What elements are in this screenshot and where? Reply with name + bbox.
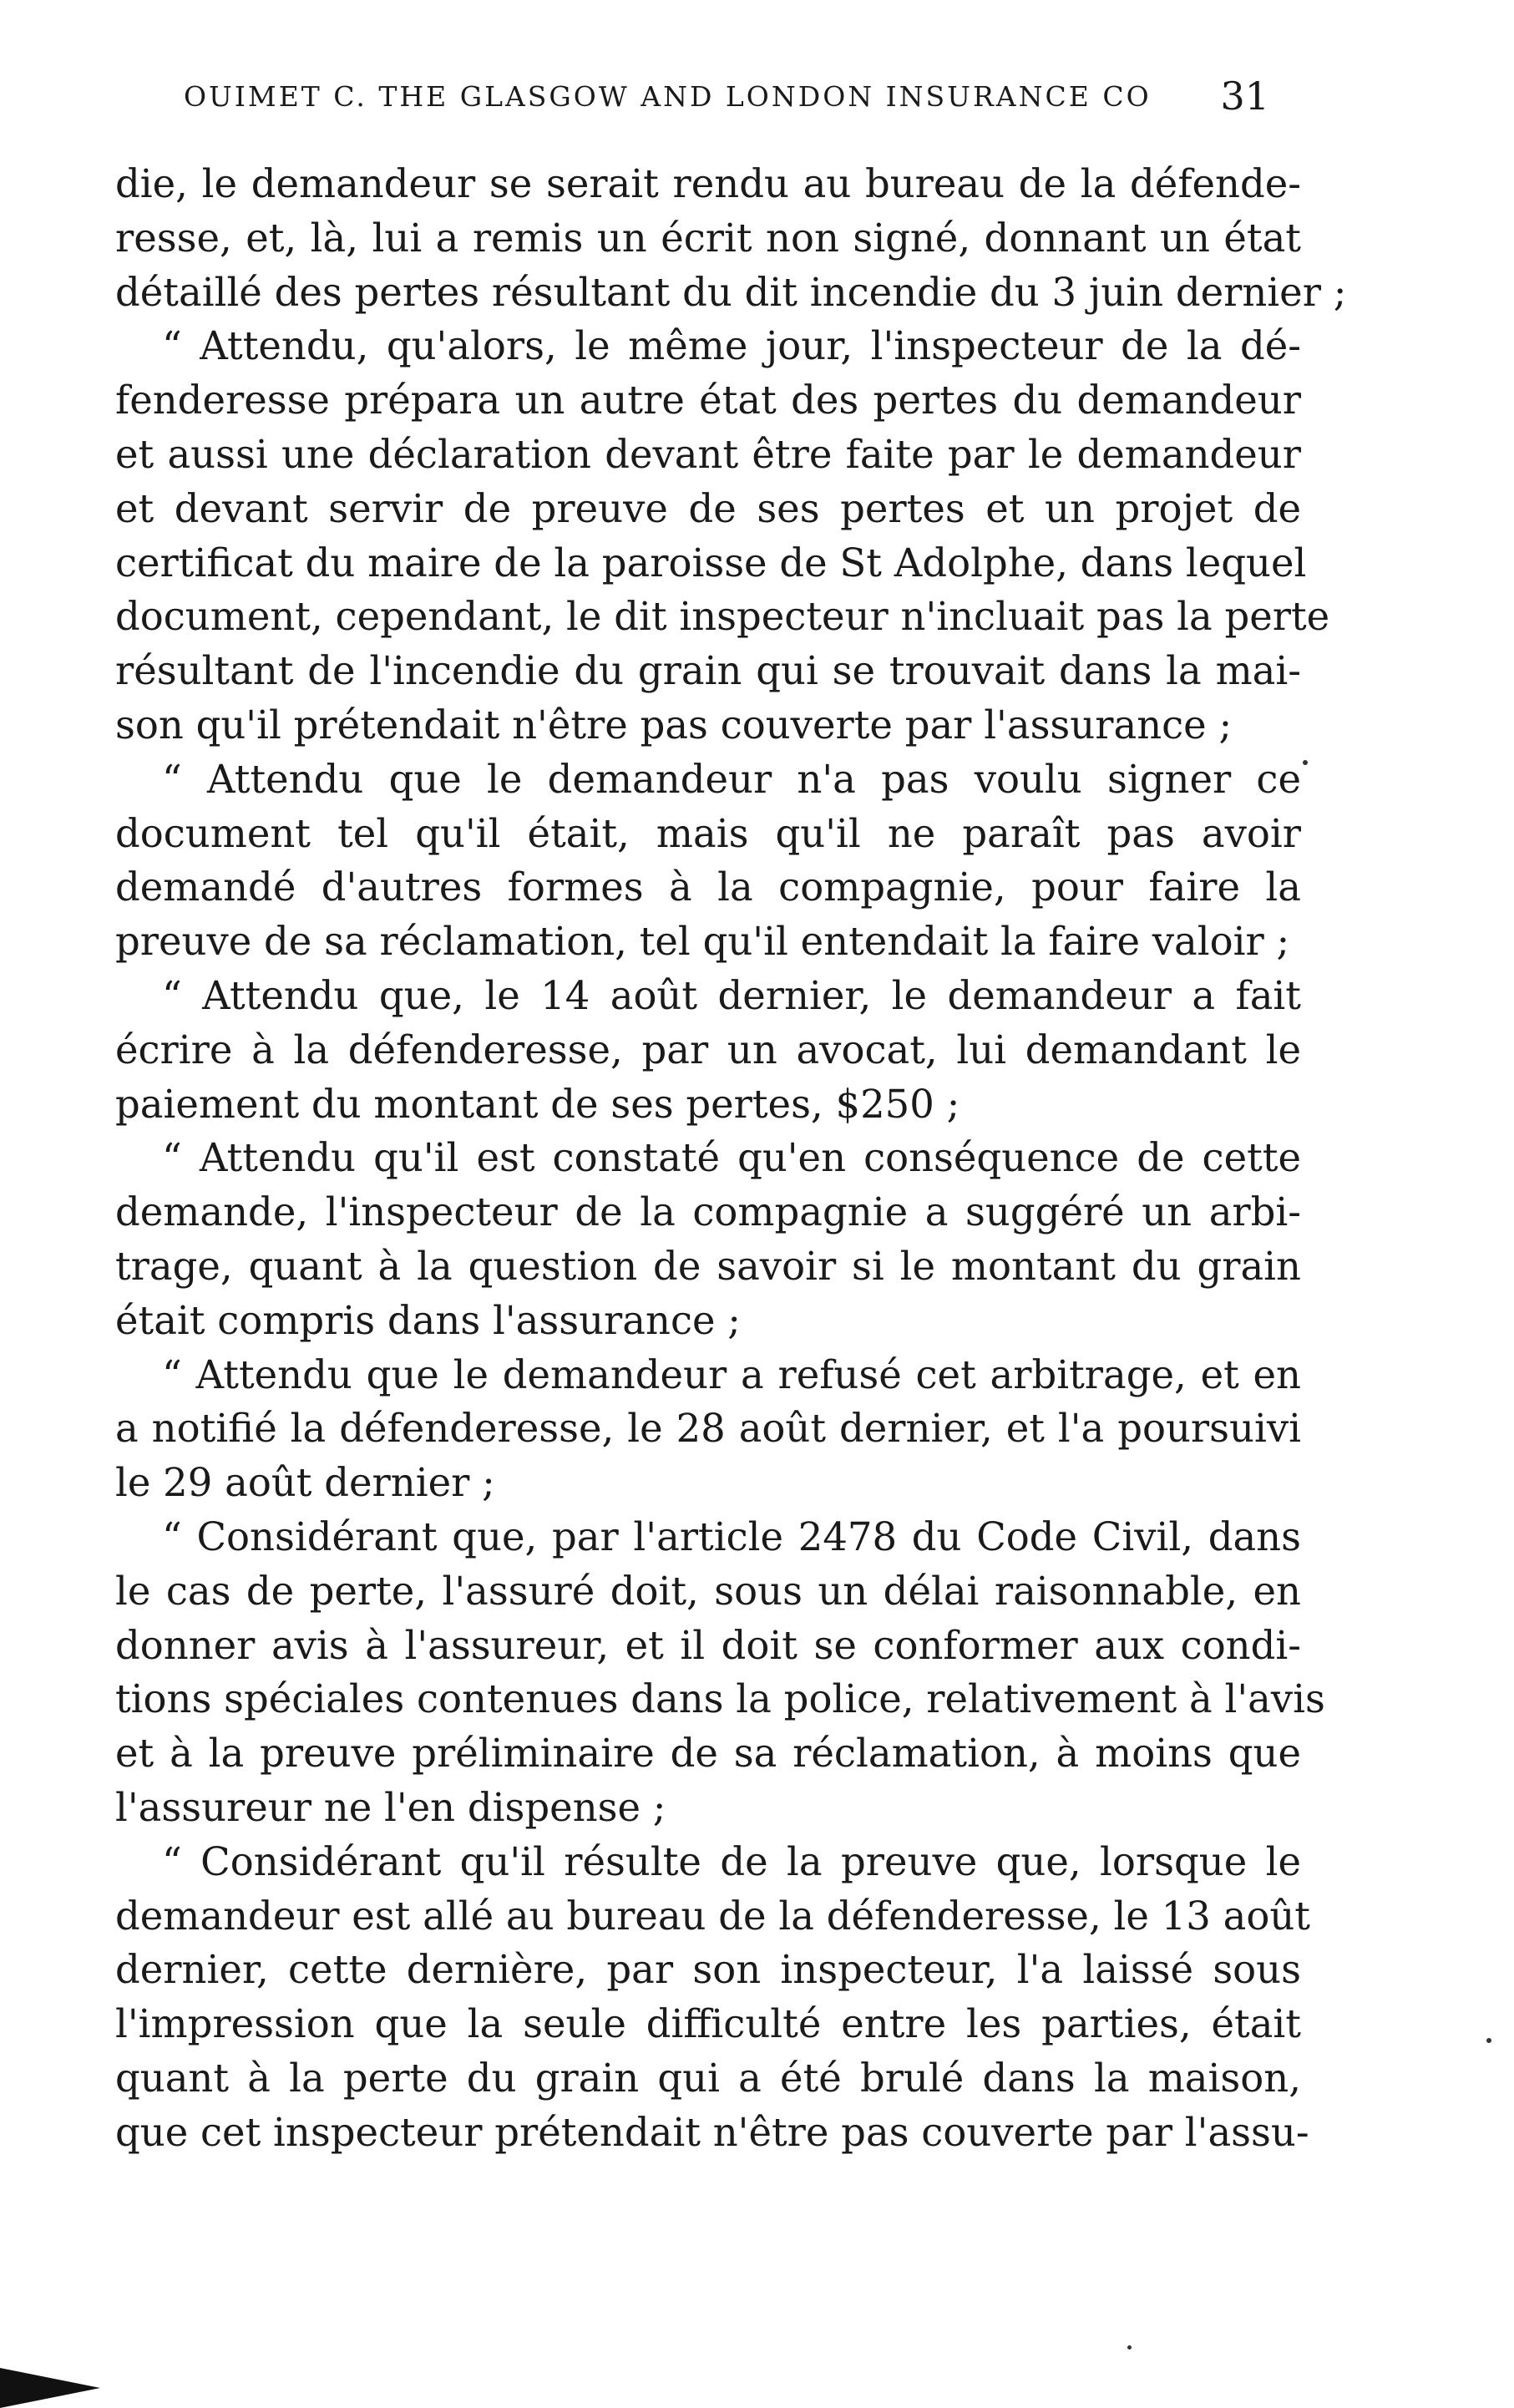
text-line: a notifié la défenderesse, le 28 août dernier, et l'a poursuivi: [115, 1406, 1301, 1452]
text-line: preuve de sa réclamation, tel qu'il entendait la faire valoir ;: [115, 919, 1290, 965]
text-line: donner avis à l'assureur, et il doit se conformer aux condi-: [115, 1622, 1301, 1668]
text-line: et devant servir de preuve de ses pertes et un projet de: [115, 485, 1301, 531]
text-line: quant à la perte du grain qui a été brulé dans la maison,: [115, 2055, 1301, 2101]
text-line: “ Considérant que, par l'article 2478 du Code Civil, dans: [162, 1513, 1301, 1559]
text-line: que cet inspecteur prétendait n'être pas couverte par l'assu-: [115, 2109, 1309, 2155]
text-line: le cas de perte, l'assuré doit, sous un délai raisonnable, en: [115, 1568, 1301, 1614]
text-line: resse, et, là, lui a remis un écrit non signé, donnant un état: [115, 215, 1301, 261]
running-title: OUIMET C. THE GLASGOW AND LONDON INSURANCE CO: [184, 80, 1152, 113]
text-line: demandé d'autres formes à la compagnie, pour faire la: [115, 864, 1301, 910]
text-line: l'assureur ne l'en dispense ;: [115, 1784, 666, 1830]
text-line: et à la preuve préliminaire de sa réclamation, à moins que: [115, 1731, 1301, 1777]
text-line: demandeur est allé au bureau de la défenderesse, le 13 août: [115, 1893, 1310, 1939]
text-line: trage, quant à la question de savoir si le montant du grain: [115, 1243, 1301, 1289]
text-line: “ Considérant qu'il résulte de la preuve que, lorsque le: [162, 1838, 1301, 1884]
text-line: détaillé des pertes résultant du dit incendie du 3 juin dernier ;: [115, 269, 1347, 315]
scan-speck: [1303, 760, 1308, 765]
text-line: le 29 août dernier ;: [115, 1460, 495, 1506]
text-line: fenderesse prépara un autre état des pertes du demandeur: [115, 378, 1301, 423]
text-line: “ Attendu que, le 14 août dernier, le demandeur a fait: [162, 972, 1301, 1018]
running-head: [184, 74, 1294, 124]
text-line: “ Attendu que le demandeur n'a pas voulu signer ce: [162, 756, 1301, 802]
text-line: “ Attendu qu'il est constaté qu'en conséquence de cette: [162, 1135, 1301, 1181]
text-line: certificat du maire de la paroisse de St Adolphe, dans lequel: [115, 540, 1307, 586]
scan-speck: [1127, 2345, 1132, 2350]
text-line: et aussi une déclaration devant être faite par le demandeur: [115, 431, 1301, 477]
scan-speck: [1486, 2038, 1491, 2043]
page-number: 31: [1220, 74, 1269, 119]
text-line: dernier, cette dernière, par son inspecteur, l'a laissé sous: [115, 1947, 1301, 1993]
scan-edge-mark: [0, 2368, 100, 2408]
text-line: paiement du montant de ses pertes, $250 ;: [115, 1081, 960, 1127]
text-line: écrire à la défenderesse, par un avocat, lui demandant le: [115, 1027, 1301, 1072]
text-line: die, le demandeur se serait rendu au bureau de la défende-: [115, 161, 1301, 206]
text-line: document, cependant, le dit inspecteur n'incluait pas la perte: [115, 594, 1330, 640]
text-line: résultant de l'incendie du grain qui se trouvait dans la mai-: [115, 648, 1301, 694]
text-line: l'impression que la seule difficulté entre les parties, était: [115, 2001, 1301, 2047]
text-line: document tel qu'il était, mais qu'il ne paraît pas avoir: [115, 810, 1301, 856]
body-text: [115, 157, 1347, 2159]
text-line: était compris dans l'assurance ;: [115, 1297, 741, 1343]
text-line: son qu'il prétendait n'être pas couverte par l'assurance ;: [115, 702, 1233, 748]
text-line: tions spéciales contenues dans la police, relativement à l'avis: [115, 1676, 1325, 1722]
text-line: “ Attendu que le demandeur a refusé cet arbitrage, et en: [162, 1351, 1301, 1397]
text-line: demande, l'inspecteur de la compagnie a suggéré un arbi-: [115, 1189, 1301, 1235]
text-line: “ Attendu, qu'alors, le même jour, l'inspecteur de la dé-: [162, 323, 1301, 369]
